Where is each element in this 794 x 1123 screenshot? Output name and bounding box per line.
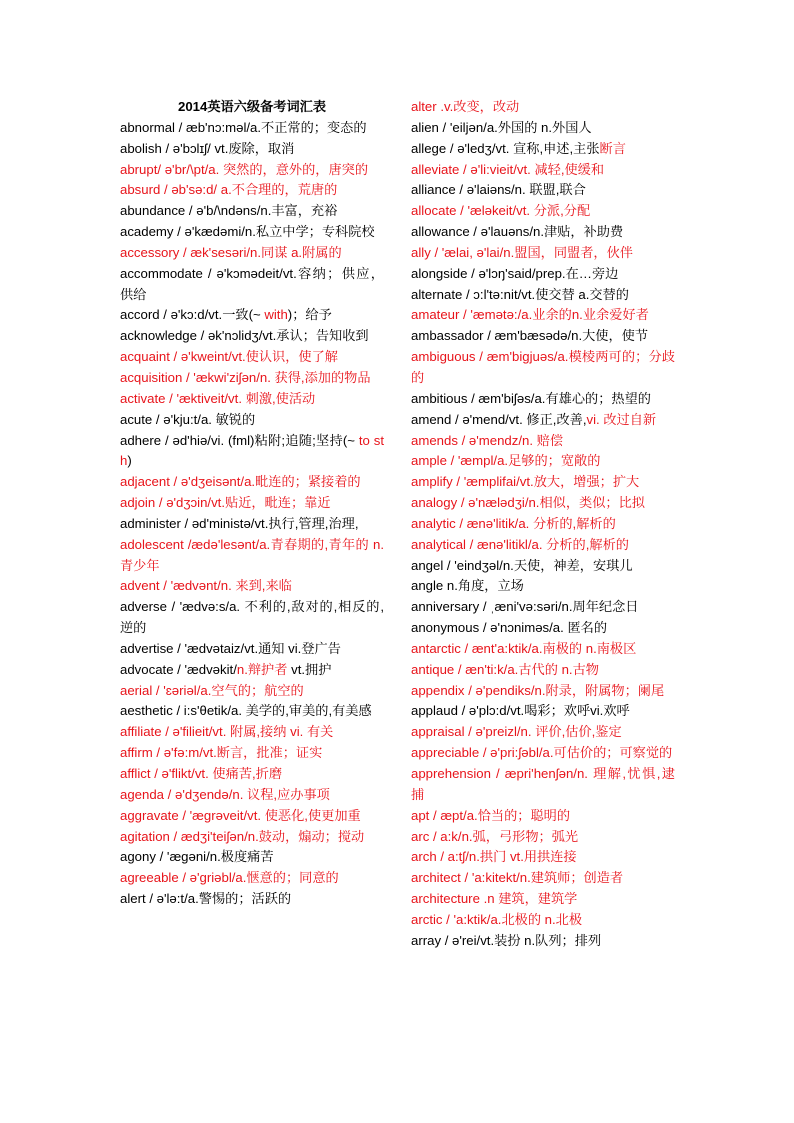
entry-text: administer / əd'ministə/vt.执行,管理,治理,: [120, 515, 359, 531]
entry-text: acute / ə'kju:t/a. 敏锐的: [120, 411, 256, 427]
entry-text: ambitious / æm'biʃəs/a.有雄心的；热望的: [411, 390, 651, 406]
entry-text: agony / 'ægəni/n.极度痛苦: [120, 849, 274, 865]
entry-text: alternate / ɔ:l'tə:nit/vt.使交替 a.交替的: [411, 286, 629, 302]
entry-text: agenda / ə'dʒendə/n. 议程,应办事项: [120, 786, 330, 802]
entry-text-tail: vt.拥护: [287, 661, 332, 677]
entry-text: advertise / 'ædvətaiz/vt.通知 vi.登广告: [120, 640, 341, 656]
vocab-entry: [120, 868, 384, 889]
entry-text: adverse / 'ædvə:s/a. 不利的,敌对的,相反的,逆的: [120, 599, 384, 636]
entry-text: affirm / ə'fə:m/vt.断言，批准；证实: [120, 745, 323, 761]
vocab-entry: [120, 472, 384, 493]
vocab-entry: [411, 431, 675, 452]
entry-text: anonymous / ə'nɔniməs/a. 匿名的: [411, 620, 608, 636]
entry-text: amend / ə'mend/vt. 修正,改善,: [411, 411, 587, 427]
vocab-entry: [411, 576, 675, 597]
entry-text: agitation / ædʒi'teiʃən/n.鼓动，煽动；搅动: [120, 828, 365, 844]
vocab-entry: [120, 681, 384, 702]
entry-text: aerial / 'ɛəriəl/a.空气的；航空的: [120, 682, 304, 698]
vocab-entry: [411, 139, 675, 160]
entry-text: alert / ə'lə:t/a.警惕的；活跃的: [120, 891, 292, 907]
entry-text: alleviate / ə'li:vieit/vt. 减轻,使缓和: [411, 161, 605, 177]
vocab-entry: [411, 160, 675, 181]
entry-text: appreciable / ə'pri:ʃəbl/a.可估价的；可察觉的: [411, 745, 673, 761]
entry-text: ambassador / æm'bæsədə/n.大使，使节: [411, 328, 649, 344]
vocab-entry: [411, 743, 675, 764]
highlighted-text: 断言: [599, 140, 626, 156]
vocab-entry: [120, 493, 384, 514]
entry-text: affiliate / ə'filieit/vt. 附属,接纳 vi. 有关: [120, 724, 334, 740]
vocab-entry: [411, 410, 675, 431]
entry-text: absurd / əb'sə:d/ a.不合理的，荒唐的: [120, 182, 338, 198]
entry-text: analytic / ænə'litik/a. 分析的,解析的: [411, 515, 616, 531]
entry-text: aesthetic / i:s'θetik/a. 美学的,审美的,有美感: [120, 703, 372, 719]
vocab-entry: [120, 389, 384, 410]
vocab-entry: [411, 889, 675, 910]
vocab-entry: [411, 493, 675, 514]
page-title: 2014英语六级备考词汇表: [177, 99, 327, 114]
vocab-entry: [120, 639, 384, 660]
entry-text: angle n.角度，立场: [411, 578, 524, 594]
entry-text-tail: )；给予: [287, 307, 332, 323]
vocab-entry: [411, 514, 675, 535]
vocab-entry: [120, 368, 384, 389]
vocab-entry: [120, 264, 384, 306]
vocab-entry: [120, 597, 384, 639]
vocab-entry: [120, 743, 384, 764]
vocab-entry: [411, 535, 675, 556]
entry-text: amplify / 'æmplifai/vt.放大，增强；扩大: [411, 474, 640, 490]
entry-text: acknowledge / ək'nɔlidʒ/vt.承认；告知收到: [120, 328, 369, 344]
entry-text: apprehension / æpri'henʃən/n. 理解,忧惧,逮捕: [411, 766, 675, 802]
entry-text-tail: ): [127, 453, 132, 469]
entry-text: adolescent /ædə'lesənt/a.青春期的,青年的 n.青少年: [120, 536, 384, 573]
entry-text: allege / ə'ledʒ/vt. 宣称,申述,主张: [411, 140, 600, 156]
entry-text: adhere / əd'hiə/vi. (fml)粘附;追随;坚持(~: [120, 432, 359, 448]
entry-text: activate / 'æktiveit/vt. 刺激,使活动: [120, 390, 316, 406]
vocab-entry: [411, 118, 675, 139]
entry-text: analogy / ə'nælədʒi/n.相似，类似；比拟: [411, 495, 645, 511]
vocab-entry: [120, 305, 384, 326]
vocab-entry: [120, 243, 384, 264]
vocab-entry: [411, 243, 675, 264]
entry-text: accessory / æk'sesəri/n.同谋 a.附属的: [120, 244, 342, 260]
entry-text: abnormal / æb'nɔ:məl/a.不正常的；变态的: [120, 119, 367, 135]
vocab-entry: [120, 139, 384, 160]
entry-text: adjacent / ə'dʒeisənt/a.毗连的；紧接着的: [120, 474, 361, 490]
vocab-entry: [411, 639, 675, 660]
right-column: [411, 97, 675, 952]
vocab-entry: [411, 827, 675, 848]
vocab-entry: [120, 806, 384, 827]
entry-text: ally / 'ælai, ə'lai/n.盟国，同盟者，伙伴: [411, 244, 633, 260]
vocab-entry: [120, 576, 384, 597]
vocab-entry: [411, 910, 675, 931]
entry-text: abrupt/ ə'br/\pt/a. 突然的，意外的，唐突的: [120, 161, 369, 177]
vocab-entry: [120, 180, 384, 201]
vocab-entry: [411, 764, 675, 806]
left-column: [120, 97, 384, 910]
highlighted-text: to sth: [120, 432, 384, 469]
vocab-entry: [411, 472, 675, 493]
entry-text: array / ə'rei/vt.装扮 n.队列；排列: [411, 932, 602, 948]
vocab-entry: [120, 722, 384, 743]
entry-text: alongside / ə'lɔŋ'said/prep.在…旁边: [411, 265, 619, 281]
vocab-entry: [411, 722, 675, 743]
vocab-entry: [411, 285, 675, 306]
vocab-entry: [411, 556, 675, 577]
vocab-entry: [411, 451, 675, 472]
vocab-entry: [411, 660, 675, 681]
vocab-entry: [411, 806, 675, 827]
vocab-entry: [411, 597, 675, 618]
vocab-entry: [120, 847, 384, 868]
entry-text: allocate / 'æləkeit/vt. 分派,分配: [411, 203, 591, 219]
vocab-entry: [120, 660, 384, 681]
vocab-entry: [120, 535, 384, 577]
entry-text: arch / a:tʃ/n.拱门 vt.用拱连接: [411, 849, 577, 865]
entry-text: abolish / ə'bɔlɪʃ/ vt.废除，取消: [120, 140, 295, 156]
vocab-entry: [411, 868, 675, 889]
vocab-entry: [411, 347, 675, 389]
entry-text: accommodate / ə'kɔmədeit/vt.容纳；供应，供给: [120, 265, 384, 302]
entry-text: architecture .n 建筑，建筑学: [411, 891, 578, 907]
entry-text: accord / ə'kɔ:d/vt.一致(~: [120, 307, 265, 323]
entry-text: antique / æn'ti:k/a.古代的 n.古物: [411, 661, 599, 677]
vocab-entry: [120, 785, 384, 806]
entry-text: analytical / ænə'litikl/a. 分析的,解析的: [411, 536, 629, 552]
highlighted-text: with: [264, 307, 288, 323]
entry-text: amends / ə'mendz/n. 赔偿: [411, 432, 564, 448]
vocab-entry: [411, 201, 675, 222]
vocab-entry: [411, 618, 675, 639]
entry-text: acquaint / ə'kweint/vt.使认识，使了解: [120, 349, 338, 365]
entry-text: arc / a:k/n.弧，弓形物；弧光: [411, 828, 579, 844]
entry-text: alter .v.改变，改动: [411, 99, 520, 114]
vocab-entry: [411, 305, 675, 326]
vocab-entry: [411, 701, 675, 722]
entry-text: acquisition / 'ækwi'ziʃən/n. 获得,添加的物品: [120, 369, 371, 385]
entry-text: afflict / ə'flikt/vt. 使痛苦,折磨: [120, 766, 283, 781]
vocab-entry: [120, 201, 384, 222]
left-entry-list: [120, 118, 384, 910]
highlighted-text: vi. 改过自新: [586, 411, 657, 427]
vocab-entry: [120, 514, 384, 535]
vocab-entry: [120, 118, 384, 139]
entry-text: academy / ə'kædəmi/n.私立中学；专科院校: [120, 224, 375, 240]
vocab-entry: [120, 889, 384, 910]
entry-text: advocate / 'ædvəkit/: [120, 661, 237, 677]
vocab-entry: [411, 180, 675, 201]
entry-text: arctic / 'a:ktik/a.北极的 n.北极: [411, 911, 583, 927]
entry-text: appendix / ə'pendiks/n.附录，附属物；阑尾: [411, 682, 665, 698]
vocab-entry: [120, 326, 384, 347]
vocab-entry: [411, 931, 675, 952]
entry-text: allowance / ə'lauəns/n.津贴，补助费: [411, 224, 624, 240]
entry-text: ample / 'æmpl/a.足够的；宽敞的: [411, 453, 601, 469]
entry-text: ambiguous / æm'bigjuəs/a.模棱两可的；分歧的: [411, 349, 675, 385]
vocab-entry: [411, 264, 675, 285]
entry-text: adjoin / ə'dʒɔin/vt.贴近，毗连；靠近: [120, 495, 331, 511]
vocab-entry: [411, 326, 675, 347]
vocab-entry: [120, 410, 384, 431]
entry-text: agreeable / ə'griəbl/a.惬意的；同意的: [120, 870, 339, 886]
vocab-entry: [411, 222, 675, 243]
entry-text: abundance / ə'b/\ndəns/n.丰富，充裕: [120, 203, 338, 219]
entry-text: apt / æpt/a.恰当的；聪明的: [411, 807, 571, 823]
entry-text: alliance / ə'laiəns/n. 联盟,联合: [411, 182, 586, 198]
vocab-entry: [120, 764, 384, 785]
entry-text: amateur / 'æmətə:/a.业余的n.业余爱好者: [411, 307, 649, 323]
entry-text: advent / 'ædvənt/n. 来到,来临: [120, 578, 292, 594]
vocab-entry: [120, 347, 384, 368]
entry-text: anniversary / ˌæni'və:səri/n.周年纪念日: [411, 599, 639, 615]
entry-text: appraisal / ə'preizl/n. 评价,估价,鉴定: [411, 724, 622, 740]
vocab-entry: [411, 847, 675, 868]
vocab-entry: [411, 97, 675, 118]
vocab-entry: [120, 701, 384, 722]
vocab-entry: [120, 160, 384, 181]
right-entry-list: [411, 97, 675, 952]
vocab-entry: [120, 827, 384, 848]
entry-text: alien / 'eiljən/a.外国的 n.外国人: [411, 119, 592, 135]
entry-text: architect / 'a:kitekt/n.建筑师；创造者: [411, 870, 624, 886]
vocab-entry: [411, 389, 675, 410]
vocab-entry: [120, 431, 384, 473]
entry-text: antarctic / ænt'a:ktik/a.南极的 n.南极区: [411, 640, 637, 656]
entry-text: applaud / ə'plɔ:d/vt.喝彩；欢呼vi.欢呼: [411, 703, 630, 719]
highlighted-text: n.辩护者: [236, 661, 288, 677]
vocab-entry: [120, 222, 384, 243]
vocab-entry: [411, 681, 675, 702]
entry-text: angel / 'eindʒəl/n.天使，神差，安琪儿: [411, 557, 633, 573]
entry-text: aggravate / 'ægrəveit/vt. 使恶化,使更加重: [120, 807, 361, 823]
